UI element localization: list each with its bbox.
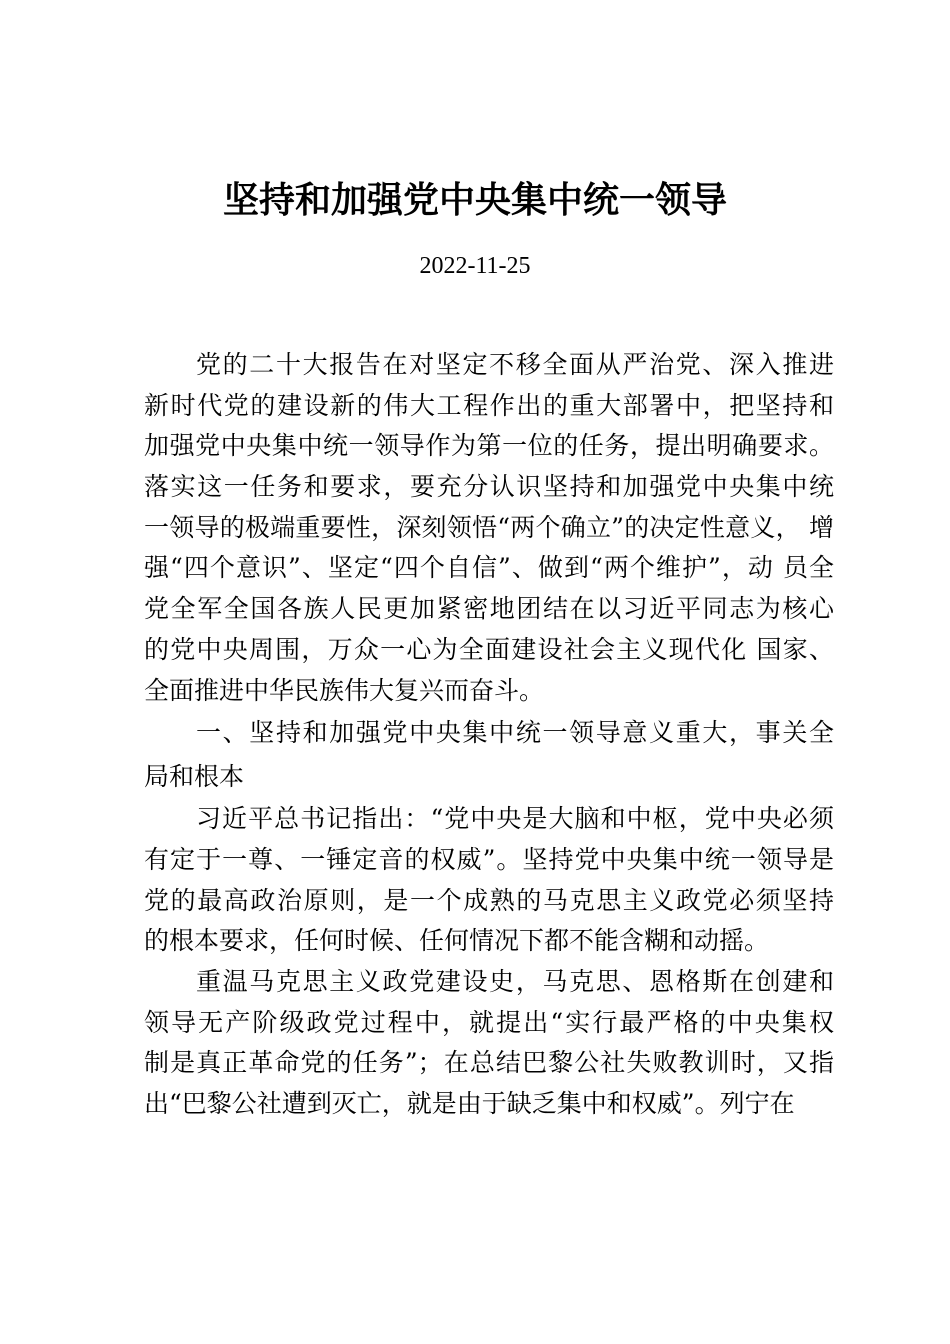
text-line: 加强党中央集中统一领导作为第一位的任务，提出明确要求。 bbox=[144, 431, 834, 461]
section-heading-line: 局和根本 bbox=[144, 762, 245, 792]
text-line: 党的最高政治原则，是一个成熟的马克思主义政党必须坚持 bbox=[144, 885, 834, 915]
text-line: 有定于一尊、一锤定音的权威”。坚持党中央集中统一领导是 bbox=[144, 844, 834, 874]
text-line: 制是真正革命党的任务”；在总结巴黎公社失败教训时，又指 bbox=[144, 1048, 834, 1078]
document-title: 坚持和加强党中央集中统一领导 bbox=[222, 179, 727, 221]
text-line: 一领导的极端重要性，深刻领悟“两个确立”的决定性意义， 增 bbox=[144, 512, 834, 542]
text-line: 党全军全国各族人民更加紧密地团结在以习近平同志为核心 bbox=[144, 594, 834, 624]
text-line: 强“四个意识”、坚定“四个自信”、做到“两个维护”，动 员全 bbox=[144, 553, 834, 583]
text-line: 全面推进中华民族伟大复兴而奋斗。 bbox=[144, 675, 545, 705]
text-line: 领导无产阶级政党过程中，就提出“实行最严格的中央集权 bbox=[144, 1007, 834, 1037]
section-heading-line: 一、坚持和加强党中央集中统一领导意义重大，事关全 bbox=[196, 718, 834, 748]
text-line: 重温马克思主义政党建设史，马克思、恩格斯在创建和 bbox=[196, 966, 834, 996]
document-date: 2022-11-25 bbox=[419, 253, 531, 279]
text-line: 新时代党的建设新的伟大工程作出的重大部署中，把坚持和 bbox=[144, 390, 834, 420]
text-line: 党的二十大报告在对坚定不移全面从严治党、深入推进 bbox=[196, 350, 834, 379]
text-line: 出“巴黎公社遭到灭亡，就是由于缺乏集中和权威”。列宁在 bbox=[144, 1089, 795, 1118]
text-line: 的党中央周围，万众一心为全面建设社会主义现代化 国家、 bbox=[144, 634, 834, 664]
text-line: 落实这一任务和要求，要充分认识坚持和加强党中央集中统 bbox=[144, 472, 834, 502]
text-line: 的根本要求，任何时候、任何情况下都不能含糊和动摇。 bbox=[144, 926, 770, 956]
document-body bbox=[144, 345, 834, 1125]
text-line: 习近平总书记指出：“党中央是大脑和中枢，党中央必须 bbox=[196, 804, 834, 834]
